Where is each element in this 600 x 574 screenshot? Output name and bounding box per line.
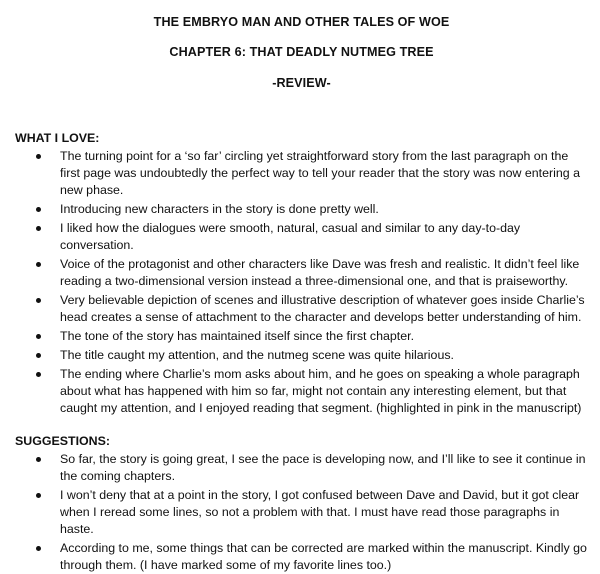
list-item [15,451,588,485]
suggestions-heading: SUGGESTIONS: [15,434,111,448]
bullet-icon [36,546,41,551]
list-item [15,328,588,345]
list-item [15,148,588,199]
list-item [15,540,588,574]
list-item-text: Very believable depiction of scenes and illustrative description of whatever goes inside Charlie’s head creates a sense of attachment to the character and develops better understanding of him. [60,293,585,324]
review-subtitle: -REVIEW- [272,76,331,90]
list-item-text: The turning point for a ‘so far’ circling yet straightforward story from the last paragraph on the first page was undoubtedly the perfect way to tell your reader that the story was now entering a new phase. [60,149,581,197]
document-title: THE EMBRYO MAN AND OTHER TALES OF WOE [153,15,450,29]
bullet-icon [36,372,41,377]
list-item-text: Introducing new characters in the story is done pretty well. [60,202,379,216]
bullet-icon [36,298,41,303]
bullet-icon [36,226,41,231]
bullet-icon [36,353,41,358]
bullet-icon [36,493,41,498]
suggestions-list [15,451,588,574]
list-item [15,201,588,218]
love-list [15,148,588,417]
list-item-text: The title caught my attention, and the nutmeg scene was quite hilarious. [60,348,454,362]
list-item [15,220,588,254]
list-item [15,487,588,538]
list-item [15,256,588,290]
list-item-text: Voice of the protagonist and other characters like Dave was fresh and realistic. It didn’t feel like reading a two-dimensional version instead a three-dimensional one, and that is praiseworthy. [60,257,580,288]
bullet-icon [36,262,41,267]
list-item [15,347,588,364]
love-heading: WHAT I LOVE: [15,131,100,145]
bullet-icon [36,154,41,159]
chapter-title: CHAPTER 6: THAT DEADLY NUTMEG TREE [169,45,434,59]
list-item [15,366,588,417]
list-item-text: According to me, some things that can be corrected are marked within the manuscript. Kindly go through them. (I have marked some of my favorite lines too.) [60,541,587,572]
bullet-icon [36,334,41,339]
list-item-text: So far, the story is going great, I see the pace is developing now, and I’ll like to see it continue in the coming chapters. [60,452,586,483]
list-item [15,292,588,326]
bullet-icon [36,207,41,212]
list-item-text: I won’t deny that at a point in the story, I got confused between Dave and David, but it got clear when I reread some lines, so not a problem with that. I must have read those paragraphs in haste. [60,488,580,536]
bullet-icon [36,457,41,462]
list-item-text: I liked how the dialogues were smooth, natural, casual and similar to any day-to-day conversation. [60,221,521,252]
list-item-text: The ending where Charlie’s mom asks about him, and he goes on speaking a whole paragraph about what has happened with him so far, might not contain any interesting element, but that caught my attention, and I enjoyed reading that segment. (highlighted in pink in the manuscript) [60,367,582,415]
list-item-text: The tone of the story has maintained itself since the first chapter. [60,329,415,343]
